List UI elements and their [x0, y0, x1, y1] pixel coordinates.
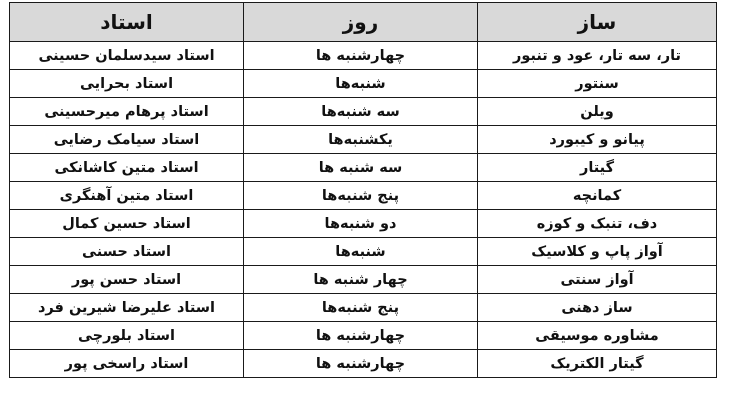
instrument-cell: گیتار الکتریک [478, 350, 717, 378]
teacher-cell: استاد بلورچی [10, 322, 244, 350]
table-row [10, 98, 717, 126]
teacher-cell: استاد حسنی [10, 238, 244, 266]
table-row [10, 42, 717, 70]
teacher-cell: استاد راسخی پور [10, 350, 244, 378]
teacher-cell: استاد سیدسلمان حسینی [10, 42, 244, 70]
day-cell: پنج شنبه‌ها [244, 182, 478, 210]
teacher-cell: استاد بحرایی [10, 70, 244, 98]
instrument-cell: کمانچه [478, 182, 717, 210]
teacher-cell: استاد سیامک رضایی [10, 126, 244, 154]
day-cell: چهارشنبه ها [244, 322, 478, 350]
table-row [10, 294, 717, 322]
day-cell: چهار شنبه ها [244, 266, 478, 294]
table-row [10, 182, 717, 210]
teacher-cell: استاد علیرضا شیرین فرد [10, 294, 244, 322]
day-cell: شنبه‌ها [244, 70, 478, 98]
instrument-cell: آواز پاپ و کلاسیک [478, 238, 717, 266]
instrument-cell: تار، سه تار، عود و تنبور [478, 42, 717, 70]
day-cell: دو شنبه‌ها [244, 210, 478, 238]
instrument-cell: ویلن [478, 98, 717, 126]
day-cell: شنبه‌ها [244, 238, 478, 266]
table-row [10, 266, 717, 294]
header-row [10, 3, 717, 42]
day-cell: سه شنبه ها [244, 154, 478, 182]
header-instrument: ساز [478, 3, 717, 42]
header-day: روز [244, 3, 478, 42]
day-cell: چهارشنبه ها [244, 42, 478, 70]
header-teacher: استاد [10, 3, 244, 42]
schedule-table-container [9, 2, 716, 378]
day-cell: یکشنبه‌ها [244, 126, 478, 154]
teacher-cell: استاد حسین کمال [10, 210, 244, 238]
instrument-cell: سنتور [478, 70, 717, 98]
table-row [10, 70, 717, 98]
teacher-cell: استاد پرهام میرحسینی [10, 98, 244, 126]
instrument-cell: گیتار [478, 154, 717, 182]
day-cell: چهارشنبه ها [244, 350, 478, 378]
day-cell: سه شنبه‌ها [244, 98, 478, 126]
table-row [10, 350, 717, 378]
table-row [10, 154, 717, 182]
teacher-cell: استاد متین کاشانکی [10, 154, 244, 182]
table-row [10, 238, 717, 266]
instrument-cell: مشاوره موسیقی [478, 322, 717, 350]
instrument-cell: آواز سنتی [478, 266, 717, 294]
table-row [10, 322, 717, 350]
instrument-cell: دف، تنبک و کوزه [478, 210, 717, 238]
table-row [10, 126, 717, 154]
instrument-cell: پیانو و کیبورد [478, 126, 717, 154]
day-cell: پنج شنبه‌ها [244, 294, 478, 322]
teacher-cell: استاد متین آهنگری [10, 182, 244, 210]
teacher-cell: استاد حسن پور [10, 266, 244, 294]
instrument-cell: ساز دهنی [478, 294, 717, 322]
table-row [10, 210, 717, 238]
schedule-table [9, 2, 717, 378]
